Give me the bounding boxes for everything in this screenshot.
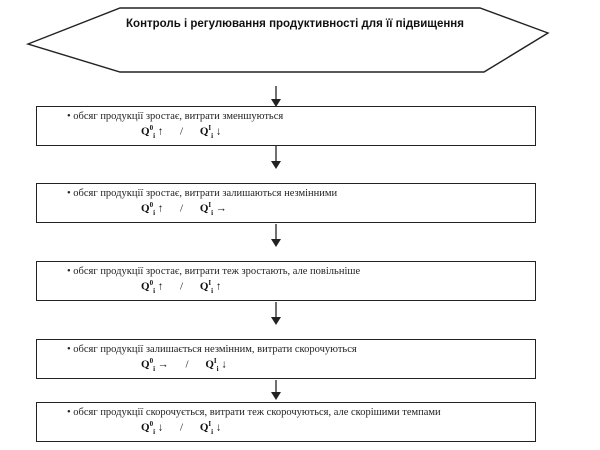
arrowhead-3 xyxy=(271,239,281,247)
trend-arrow: ↑ xyxy=(215,280,222,293)
trend-arrow: ↑ xyxy=(157,202,164,215)
condition-text: • обсяг продукції зростає, витрати теж зростають, але повільніше xyxy=(67,266,361,277)
condition-box-2 xyxy=(36,183,536,223)
formula: $Q^0_і$ ↑ / $Q^І_і$ ↑ xyxy=(141,279,222,295)
condition-box-5 xyxy=(36,402,536,442)
arrowhead-2 xyxy=(271,161,281,169)
formula: $Q^0_і$ → / $Q^І_і$ ↓ xyxy=(141,357,227,373)
diagram-title: Контроль і регулювання продуктивності для її підвищення xyxy=(126,18,464,30)
formula: $Q^0_і$ ↓ / $Q^І_і$ ↓ xyxy=(141,420,222,436)
trend-arrow: → xyxy=(215,202,227,215)
condition-box-4 xyxy=(36,339,536,379)
condition-text: • обсяг продукції зростає, витрати зменшуються xyxy=(67,111,284,122)
condition-text: • обсяг продукції зростає, витрати залишаються незмінними xyxy=(67,188,338,199)
trend-arrow: ↓ xyxy=(221,358,227,371)
arrowhead-4 xyxy=(271,317,281,325)
condition-box-3 xyxy=(36,261,536,301)
trend-arrow: ↓ xyxy=(157,421,164,434)
trend-arrow: ↑ xyxy=(157,280,164,293)
trend-arrow: ↓ xyxy=(215,125,222,138)
formula: $Q^0_і$ ↑ / $Q^І_і$ → xyxy=(141,201,227,217)
condition-box-1 xyxy=(36,106,536,146)
formula: $Q^0_і$ ↑ / $Q^І_і$ ↓ xyxy=(141,124,222,140)
condition-text: • обсяг продукції скорочується, витрати теж скорочуються, але скорішими темпами xyxy=(67,407,441,418)
condition-text: • обсяг продукції залишається незмінним, витрати скорочуються xyxy=(67,344,357,355)
arrowhead-5 xyxy=(271,392,281,400)
trend-arrow: ↓ xyxy=(215,421,222,434)
trend-arrow: ↑ xyxy=(157,125,164,138)
trend-arrow: → xyxy=(157,358,169,371)
